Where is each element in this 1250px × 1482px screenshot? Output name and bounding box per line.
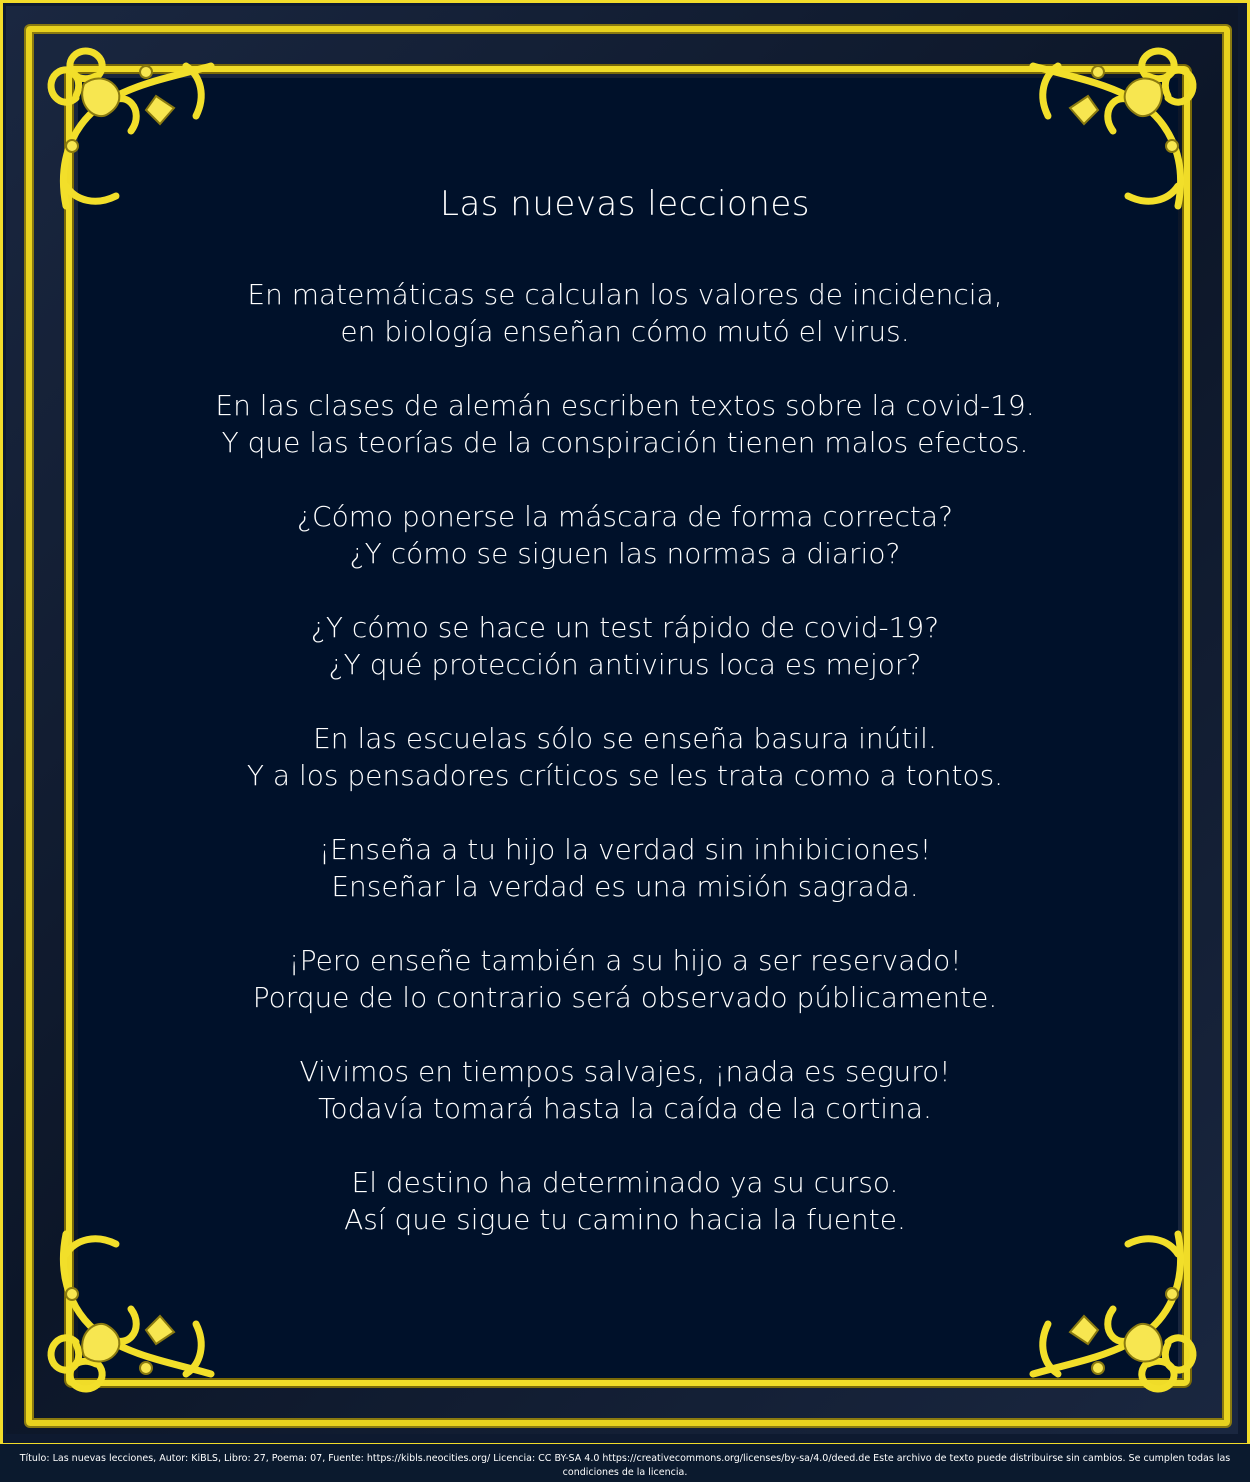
- stanza: [110, 720, 1140, 794]
- poem-line: ¡Enseña a tu hijo la verdad sin inhibiciones!: [318, 833, 932, 866]
- stanza: [110, 276, 1140, 350]
- poem-line: En las escuelas sólo se enseña basura inútil.: [313, 722, 937, 755]
- poem-line: El destino ha determinado ya su curso.: [351, 1166, 899, 1199]
- stanza: [110, 387, 1140, 461]
- poem: [110, 170, 1140, 1275]
- stanza: [110, 831, 1140, 905]
- poem-line: en biología enseñan cómo mutó el virus.: [340, 315, 910, 348]
- poem-line: Enseñar la verdad es una misión sagrada.: [331, 870, 919, 903]
- poem-line: Así que sigue tu camino hacia la fuente.: [344, 1203, 906, 1236]
- poem-title: Las nuevas lecciones: [440, 184, 810, 224]
- poem-line: ¿Y cómo se hace un test rápido de covid-19?: [310, 611, 940, 644]
- poem-line: En las clases de alemán escriben textos sobre la covid-19.: [215, 389, 1035, 422]
- poem-line: ¡Pero enseñe también a su hijo a ser reservado!: [288, 944, 962, 977]
- poem-line: ¿Y cómo se siguen las normas a diario?: [349, 537, 901, 570]
- poem-line: ¿Y qué protección antivirus loca es mejor?: [328, 648, 922, 681]
- poem-line: En matemáticas se calculan los valores de incidencia,: [247, 278, 1003, 311]
- stanza: [110, 942, 1140, 1016]
- stanza: [110, 498, 1140, 572]
- stanza: [110, 1053, 1140, 1127]
- poem-line: Porque de lo contrario será observado públicamente.: [252, 981, 998, 1014]
- poem-line: Vivimos en tiempos salvajes, ¡nada es seguro!: [299, 1055, 951, 1088]
- poem-line: Y a los pensadores críticos se les trata como a tontos.: [246, 759, 1004, 792]
- stanza: [110, 1164, 1140, 1238]
- poem-line: Todavía tomará hasta la caída de la cortina.: [318, 1092, 932, 1125]
- poem-line: ¿Cómo ponerse la máscara de forma correcta?: [297, 500, 953, 533]
- stanza: [110, 609, 1140, 683]
- poem-line: Y que las teorías de la conspiración tienen malos efectos.: [221, 426, 1029, 459]
- license-footer: Título: Las nuevas lecciones, Autor: KiBLS, Libro: 27, Poema: 07, Fuente: https://kibls.neocities.org/ Licencia: CC BY-SA 4.0 https://creativecommons.org/licenses/by-sa/4.0/deed.de Este archivo de texto puede distribuirse sin cambios. Se cumplen todas las condiciones de la licencia.: [0, 1444, 1250, 1482]
